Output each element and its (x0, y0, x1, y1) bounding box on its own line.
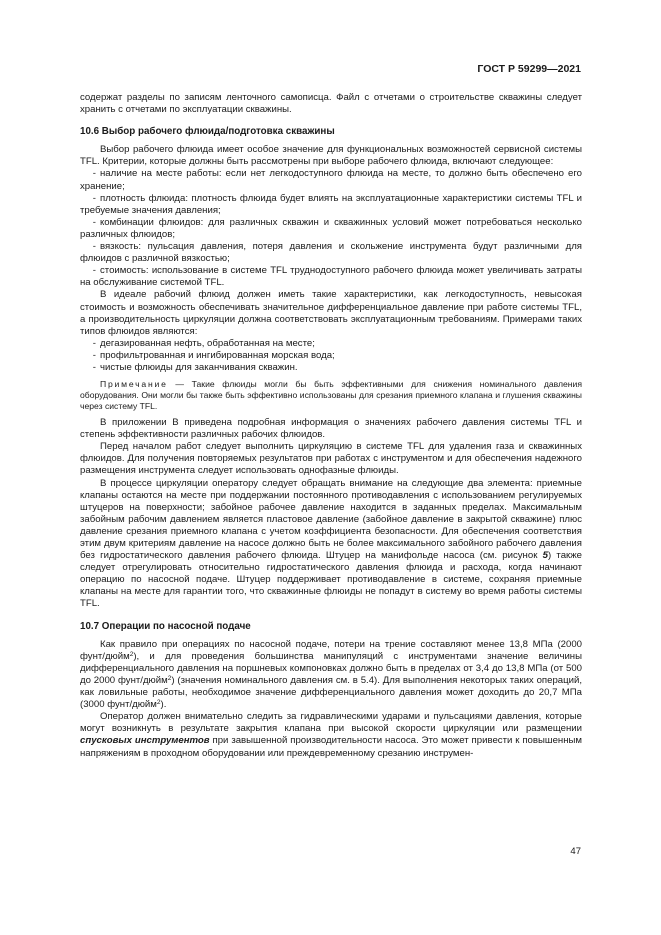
s107-paragraph-2: Оператор должен внимательно следить за гидравлическими ударами и пульсациями давления, которые могут возникнуть в результате закрытия клапана при высокой скорости циркуляции или размещении спусковых инструментов при завышенной производительности насоса. Это может привести к повышенным напряжениям в проходном оборудовании или преждевременному срезанию инструмен- (80, 711, 582, 759)
example-item: - дегазированная нефть, обработанная на месте; (92, 337, 315, 349)
page-number: 47 (570, 846, 581, 857)
criteria-item: - вязкость: пульсация давления, потеря давления и скольжение инструмента будут различными для флюидов с различной вязкостью; (80, 241, 582, 265)
example-item: - профильтрованная и ингибированная морская вода; (92, 349, 335, 361)
document-id-header: ГОСТ Р 59299—2021 (477, 63, 581, 75)
s106-paragraph-2: В идеале рабочий флюид должен иметь такие характеристики, как легкодоступность, невысокая стоимость и возможность обеспечивать значительное дифференциальное давление при работе системы TFL, а производительность циркуляции должна соответствовать эксплуатационным требованиям. Примерами таких типов флюидов являются: (80, 289, 582, 337)
criteria-item: - наличие на месте работы: если нет легкодоступного флюида на месте, то должно быть обеспечено его хранение; (80, 168, 582, 192)
s107-paragraph-1: Как правило при операциях по насосной подаче, потери на трение составляют менее 13,8 МПа (2000 фунт/дюйм$^2$), и для проведения большинства манипуляций с инструментами значение величины дифференциального давления на поршневых компоновках должно быть в пределах от 3,4 до 13,8 МПа (от 500 до 2000 фунт/дюйм$^2$) (значения номинального давления см. в 5.4). Для выполнения некоторых таких операций, как ловильные работы, необходимое значение дифференциального давления может доходить до 20,7 МПа (3000 фунт/дюйм$^2$). (80, 638, 582, 711)
figure-reference: 5 (542, 550, 548, 562)
s106-paragraph-3: В приложении В приведена подробная информация о значениях рабочего давления системы TFL и степень эффективности различных рабочих флюидов. (80, 417, 582, 441)
example-item: - чистые флюиды для заканчивания скважин. (92, 361, 298, 373)
intro-paragraph: содержат разделы по записям ленточного самописца. Файл с отчетами о строительстве скважины следует хранить с отчетами по эксплуатации скважины. (80, 92, 582, 116)
note-paragraph (80, 379, 582, 412)
criteria-item: - стоимость: использование в системе TFL труднодоступного рабочего флюида может увеличивать затраты на обслуживание системой TFL. (80, 265, 582, 289)
note-label: Примечание (100, 379, 168, 390)
s106-paragraph-4: Перед началом работ следует выполнить циркуляцию в системе TFL для удаления газа и скважинных флюидов. Для получения повторяемых результатов при работах с инструментом и для обеспечения надежного размещения инструмента следует использовать однофазные флюиды. (80, 441, 582, 477)
criteria-item: - комбинации флюидов: для различных скважин и скважинных условий может потребоваться несколько различных флюидов; (80, 216, 582, 240)
s106-paragraph-5: В процессе циркуляции оператору следует обращать внимание на следующие два элемента: приемные клапаны остаются на месте при поддержании постоянного противодавления с использованием регулируемых штуцеров на поверхности; забойное рабочее давление находится в заданных пределах. Максимальным забойным рабочим давлением является пластовое давление (забойное давление в закрытой скважине) плюс давление срезания приемного клапана с учетом коэффициента безопасности. Для обеспечения соответствия этим двум критериям давление на насосе должно быть не более максимального забойного рабочего давления без гидростатического давления рабочего флюида. Штуцер на манифольде насоса (см. рисунок 5) также следует отрегулировать относительно гидростатического давления флюида и расхода, когда начинают операцию по насосной подаче. Штуцер поддерживает противодавление в системе, сохраняя приемные клапаны на месте для гарантии того, что скважинные флюиды не попадут в систему во время работы системы TFL. (80, 477, 582, 610)
criteria-item: - плотность флюида: плотность флюида будет влиять на эксплуатационные характеристики системы TFL и требуемые значения давления; (80, 192, 582, 216)
page-content (80, 92, 582, 760)
emphasized-term: спусковых инструментов (80, 735, 210, 747)
note-text: — Такие флюиды могли бы быть эффективными для снижения номинального давления оборудования. Они могли бы также быть эффективно использованы для срезания приемного клапана и глушения скважины через систему TFL. (80, 379, 582, 412)
section-10-7-heading: 10.7 Операции по насосной подаче (80, 620, 251, 632)
section-10-6-heading: 10.6 Выбор рабочего флюида/подготовка скважины (80, 126, 335, 138)
s106-paragraph-1: Выбор рабочего флюида имеет особое значение для функциональных возможностей сервисной системы TFL. Критерии, которые должны быть рассмотрены при выборе рабочего флюида, включают следующее: (80, 144, 582, 168)
